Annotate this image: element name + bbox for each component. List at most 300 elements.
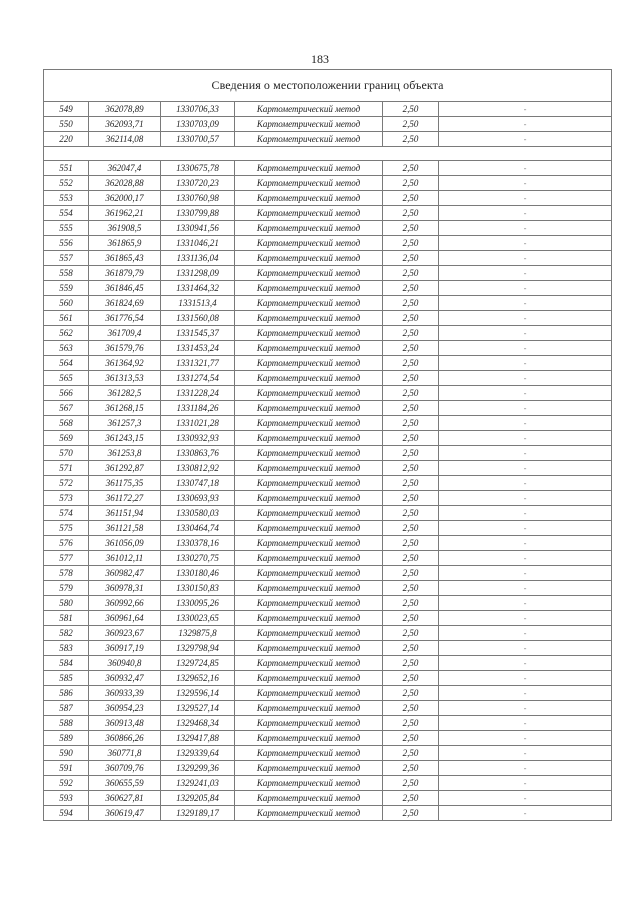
point-number: 565 — [44, 371, 89, 386]
x-coordinate: 360982,47 — [89, 566, 161, 581]
y-coordinate: 1331274,54 — [161, 371, 235, 386]
method-cell: Картометрический метод — [235, 236, 383, 251]
accuracy-cell: 2,50 — [383, 791, 439, 806]
table-row — [44, 701, 612, 716]
x-coordinate: 361151,94 — [89, 506, 161, 521]
method-cell: Картометрический метод — [235, 491, 383, 506]
method-cell: Картометрический метод — [235, 671, 383, 686]
table-row — [44, 371, 612, 386]
x-coordinate: 360978,31 — [89, 581, 161, 596]
note-cell: - — [439, 431, 612, 446]
x-coordinate: 360866,26 — [89, 731, 161, 746]
table-row — [44, 791, 612, 806]
accuracy-cell: 2,50 — [383, 251, 439, 266]
method-cell: Картометрический метод — [235, 806, 383, 821]
method-cell: Картометрический метод — [235, 132, 383, 147]
y-coordinate: 1330703,09 — [161, 117, 235, 132]
table-row — [44, 806, 612, 821]
y-coordinate: 1329417,88 — [161, 731, 235, 746]
accuracy-cell: 2,50 — [383, 117, 439, 132]
note-cell: - — [439, 221, 612, 236]
note-cell: - — [439, 506, 612, 521]
accuracy-cell: 2,50 — [383, 341, 439, 356]
y-coordinate: 1330464,74 — [161, 521, 235, 536]
note-cell: - — [439, 311, 612, 326]
method-cell: Картометрический метод — [235, 296, 383, 311]
method-cell: Картометрический метод — [235, 191, 383, 206]
accuracy-cell: 2,50 — [383, 716, 439, 731]
accuracy-cell: 2,50 — [383, 671, 439, 686]
point-number: 559 — [44, 281, 89, 296]
table-row — [44, 776, 612, 791]
method-cell: Картометрический метод — [235, 371, 383, 386]
y-coordinate: 1329468,34 — [161, 716, 235, 731]
y-coordinate: 1330270,75 — [161, 551, 235, 566]
y-coordinate: 1329189,17 — [161, 806, 235, 821]
method-cell: Картометрический метод — [235, 117, 383, 132]
accuracy-cell: 2,50 — [383, 206, 439, 221]
y-coordinate: 1330863,76 — [161, 446, 235, 461]
x-coordinate: 361172,27 — [89, 491, 161, 506]
method-cell: Картометрический метод — [235, 281, 383, 296]
accuracy-cell: 2,50 — [383, 656, 439, 671]
x-coordinate: 361313,53 — [89, 371, 161, 386]
accuracy-cell: 2,50 — [383, 686, 439, 701]
point-number: 594 — [44, 806, 89, 821]
accuracy-cell: 2,50 — [383, 611, 439, 626]
x-coordinate: 362078,89 — [89, 102, 161, 117]
y-coordinate: 1331021,28 — [161, 416, 235, 431]
x-coordinate: 360619,47 — [89, 806, 161, 821]
note-cell: - — [439, 536, 612, 551]
table-row — [44, 746, 612, 761]
point-number: 569 — [44, 431, 89, 446]
point-number: 571 — [44, 461, 89, 476]
y-coordinate: 1329798,94 — [161, 641, 235, 656]
point-number: 575 — [44, 521, 89, 536]
method-cell: Картометрический метод — [235, 221, 383, 236]
y-coordinate: 1329339,64 — [161, 746, 235, 761]
method-cell: Картометрический метод — [235, 476, 383, 491]
accuracy-cell: 2,50 — [383, 416, 439, 431]
table-row — [44, 506, 612, 521]
y-coordinate: 1330693,93 — [161, 491, 235, 506]
table-row — [44, 236, 612, 251]
point-number: 574 — [44, 506, 89, 521]
table-row — [44, 431, 612, 446]
table-body — [44, 70, 612, 821]
method-cell: Картометрический метод — [235, 701, 383, 716]
x-coordinate: 361292,87 — [89, 461, 161, 476]
accuracy-cell: 2,50 — [383, 386, 439, 401]
method-cell: Картометрический метод — [235, 596, 383, 611]
point-number: 580 — [44, 596, 89, 611]
note-cell: - — [439, 746, 612, 761]
point-number: 573 — [44, 491, 89, 506]
point-number: 570 — [44, 446, 89, 461]
x-coordinate: 360954,23 — [89, 701, 161, 716]
y-coordinate: 1331136,04 — [161, 251, 235, 266]
table-row — [44, 341, 612, 356]
x-coordinate: 361865,9 — [89, 236, 161, 251]
method-cell: Картометрический метод — [235, 731, 383, 746]
method-cell: Картометрический метод — [235, 311, 383, 326]
accuracy-cell: 2,50 — [383, 102, 439, 117]
table-row — [44, 596, 612, 611]
note-cell: - — [439, 386, 612, 401]
point-number: 581 — [44, 611, 89, 626]
y-coordinate: 1331453,24 — [161, 341, 235, 356]
x-coordinate: 361012,11 — [89, 551, 161, 566]
x-coordinate: 360992,66 — [89, 596, 161, 611]
table-row — [44, 641, 612, 656]
point-number: 566 — [44, 386, 89, 401]
method-cell: Картометрический метод — [235, 386, 383, 401]
x-coordinate: 360655,59 — [89, 776, 161, 791]
x-coordinate: 361268,15 — [89, 401, 161, 416]
table-row — [44, 176, 612, 191]
note-cell: - — [439, 416, 612, 431]
note-cell: - — [439, 102, 612, 117]
x-coordinate: 361257,3 — [89, 416, 161, 431]
y-coordinate: 1330180,46 — [161, 566, 235, 581]
note-cell: - — [439, 656, 612, 671]
boundary-coordinates-table — [43, 69, 612, 821]
accuracy-cell: 2,50 — [383, 191, 439, 206]
x-coordinate: 361243,15 — [89, 431, 161, 446]
accuracy-cell: 2,50 — [383, 476, 439, 491]
x-coordinate: 360961,64 — [89, 611, 161, 626]
note-cell: - — [439, 611, 612, 626]
note-cell: - — [439, 461, 612, 476]
table-row — [44, 536, 612, 551]
table-row — [44, 416, 612, 431]
y-coordinate: 1330675,78 — [161, 161, 235, 176]
table-row — [44, 716, 612, 731]
note-cell: - — [439, 671, 612, 686]
table-row — [44, 311, 612, 326]
table-row — [44, 102, 612, 117]
point-number: 558 — [44, 266, 89, 281]
point-number: 572 — [44, 476, 89, 491]
accuracy-cell: 2,50 — [383, 161, 439, 176]
method-cell: Картометрический метод — [235, 776, 383, 791]
note-cell: - — [439, 446, 612, 461]
table-row — [44, 386, 612, 401]
y-coordinate: 1330747,18 — [161, 476, 235, 491]
accuracy-cell: 2,50 — [383, 626, 439, 641]
method-cell: Картометрический метод — [235, 161, 383, 176]
table-row — [44, 117, 612, 132]
accuracy-cell: 2,50 — [383, 221, 439, 236]
table-row — [44, 356, 612, 371]
accuracy-cell: 2,50 — [383, 701, 439, 716]
method-cell: Картометрический метод — [235, 716, 383, 731]
x-coordinate: 360940,8 — [89, 656, 161, 671]
y-coordinate: 1330932,93 — [161, 431, 235, 446]
point-number: 551 — [44, 161, 89, 176]
table-row — [44, 581, 612, 596]
note-cell: - — [439, 686, 612, 701]
point-number: 577 — [44, 551, 89, 566]
point-number: 549 — [44, 102, 89, 117]
x-coordinate: 361879,79 — [89, 266, 161, 281]
method-cell: Картометрический метод — [235, 341, 383, 356]
x-coordinate: 361121,58 — [89, 521, 161, 536]
accuracy-cell: 2,50 — [383, 431, 439, 446]
method-cell: Картометрический метод — [235, 266, 383, 281]
method-cell: Картометрический метод — [235, 791, 383, 806]
method-cell: Картометрический метод — [235, 686, 383, 701]
x-coordinate: 360932,47 — [89, 671, 161, 686]
point-number: 563 — [44, 341, 89, 356]
x-coordinate: 361908,5 — [89, 221, 161, 236]
accuracy-cell: 2,50 — [383, 266, 439, 281]
table-row — [44, 626, 612, 641]
x-coordinate: 361175,35 — [89, 476, 161, 491]
note-cell: - — [439, 341, 612, 356]
method-cell: Картометрический метод — [235, 176, 383, 191]
accuracy-cell: 2,50 — [383, 521, 439, 536]
y-coordinate: 1331046,21 — [161, 236, 235, 251]
page-number: 183 — [311, 52, 329, 66]
point-number: 582 — [44, 626, 89, 641]
note-cell: - — [439, 641, 612, 656]
method-cell: Картометрический метод — [235, 461, 383, 476]
method-cell: Картометрический метод — [235, 761, 383, 776]
method-cell: Картометрический метод — [235, 611, 383, 626]
point-number: 576 — [44, 536, 89, 551]
x-coordinate: 362047,4 — [89, 161, 161, 176]
point-number: 587 — [44, 701, 89, 716]
y-coordinate: 1329527,14 — [161, 701, 235, 716]
table-row — [44, 566, 612, 581]
note-cell: - — [439, 117, 612, 132]
note-cell: - — [439, 761, 612, 776]
y-coordinate: 1331464,32 — [161, 281, 235, 296]
x-coordinate: 361776,54 — [89, 311, 161, 326]
point-number: 554 — [44, 206, 89, 221]
method-cell: Картометрический метод — [235, 626, 383, 641]
y-coordinate: 1329299,36 — [161, 761, 235, 776]
note-cell: - — [439, 206, 612, 221]
note-cell: - — [439, 491, 612, 506]
note-cell: - — [439, 371, 612, 386]
point-number: 555 — [44, 221, 89, 236]
x-coordinate: 360917,19 — [89, 641, 161, 656]
y-coordinate: 1329724,85 — [161, 656, 235, 671]
note-cell: - — [439, 401, 612, 416]
note-cell: - — [439, 521, 612, 536]
point-number: 584 — [44, 656, 89, 671]
note-cell: - — [439, 326, 612, 341]
table-row — [44, 296, 612, 311]
point-number: 591 — [44, 761, 89, 776]
accuracy-cell: 2,50 — [383, 281, 439, 296]
y-coordinate: 1330580,03 — [161, 506, 235, 521]
note-cell: - — [439, 191, 612, 206]
x-coordinate: 360709,76 — [89, 761, 161, 776]
point-number: 588 — [44, 716, 89, 731]
accuracy-cell: 2,50 — [383, 132, 439, 147]
note-cell: - — [439, 266, 612, 281]
note-cell: - — [439, 701, 612, 716]
note-cell: - — [439, 581, 612, 596]
point-number: 220 — [44, 132, 89, 147]
table-row — [44, 446, 612, 461]
table-row — [44, 266, 612, 281]
accuracy-cell: 2,50 — [383, 506, 439, 521]
point-number: 561 — [44, 311, 89, 326]
table-row — [44, 761, 612, 776]
spacer-cell — [44, 147, 612, 161]
y-coordinate: 1331513,4 — [161, 296, 235, 311]
method-cell: Картометрический метод — [235, 536, 383, 551]
accuracy-cell: 2,50 — [383, 596, 439, 611]
note-cell: - — [439, 476, 612, 491]
accuracy-cell: 2,50 — [383, 326, 439, 341]
method-cell: Картометрический метод — [235, 251, 383, 266]
method-cell: Картометрический метод — [235, 431, 383, 446]
accuracy-cell: 2,50 — [383, 176, 439, 191]
y-coordinate: 1330095,26 — [161, 596, 235, 611]
y-coordinate: 1330150,83 — [161, 581, 235, 596]
x-coordinate: 362000,17 — [89, 191, 161, 206]
method-cell: Картометрический метод — [235, 641, 383, 656]
accuracy-cell: 2,50 — [383, 806, 439, 821]
table-row — [44, 731, 612, 746]
method-cell: Картометрический метод — [235, 566, 383, 581]
point-number: 560 — [44, 296, 89, 311]
point-number: 589 — [44, 731, 89, 746]
y-coordinate: 1329652,16 — [161, 671, 235, 686]
point-number: 556 — [44, 236, 89, 251]
accuracy-cell: 2,50 — [383, 746, 439, 761]
accuracy-cell: 2,50 — [383, 461, 439, 476]
x-coordinate: 360627,81 — [89, 791, 161, 806]
method-cell: Картометрический метод — [235, 102, 383, 117]
accuracy-cell: 2,50 — [383, 401, 439, 416]
x-coordinate: 362093,71 — [89, 117, 161, 132]
y-coordinate: 1330700,57 — [161, 132, 235, 147]
table-row — [44, 461, 612, 476]
x-coordinate: 361253,8 — [89, 446, 161, 461]
y-coordinate: 1330720,23 — [161, 176, 235, 191]
y-coordinate: 1331321,77 — [161, 356, 235, 371]
y-coordinate: 1330023,65 — [161, 611, 235, 626]
method-cell: Картометрический метод — [235, 356, 383, 371]
accuracy-cell: 2,50 — [383, 491, 439, 506]
x-coordinate: 361282,5 — [89, 386, 161, 401]
method-cell: Картометрический метод — [235, 656, 383, 671]
table-row — [44, 251, 612, 266]
note-cell: - — [439, 356, 612, 371]
method-cell: Картометрический метод — [235, 521, 383, 536]
accuracy-cell: 2,50 — [383, 536, 439, 551]
x-coordinate: 360771,8 — [89, 746, 161, 761]
x-coordinate: 361846,45 — [89, 281, 161, 296]
x-coordinate: 362028,88 — [89, 176, 161, 191]
point-number: 562 — [44, 326, 89, 341]
note-cell: - — [439, 176, 612, 191]
x-coordinate: 360923,67 — [89, 626, 161, 641]
point-number: 585 — [44, 671, 89, 686]
accuracy-cell: 2,50 — [383, 776, 439, 791]
x-coordinate: 361824,69 — [89, 296, 161, 311]
accuracy-cell: 2,50 — [383, 296, 439, 311]
method-cell: Картометрический метод — [235, 401, 383, 416]
note-cell: - — [439, 296, 612, 311]
method-cell: Картометрический метод — [235, 746, 383, 761]
note-cell: - — [439, 281, 612, 296]
note-cell: - — [439, 596, 612, 611]
method-cell: Картометрический метод — [235, 206, 383, 221]
y-coordinate: 1330812,92 — [161, 461, 235, 476]
table-row — [44, 656, 612, 671]
y-coordinate: 1329241,03 — [161, 776, 235, 791]
accuracy-cell: 2,50 — [383, 566, 439, 581]
x-coordinate: 361709,4 — [89, 326, 161, 341]
y-coordinate: 1331545,37 — [161, 326, 235, 341]
table-row — [44, 161, 612, 176]
x-coordinate: 361364,92 — [89, 356, 161, 371]
note-cell: - — [439, 731, 612, 746]
note-cell: - — [439, 776, 612, 791]
x-coordinate: 361865,43 — [89, 251, 161, 266]
point-number: 564 — [44, 356, 89, 371]
table-row — [44, 521, 612, 536]
point-number: 590 — [44, 746, 89, 761]
y-coordinate: 1330941,56 — [161, 221, 235, 236]
point-number: 593 — [44, 791, 89, 806]
point-number: 557 — [44, 251, 89, 266]
point-number: 578 — [44, 566, 89, 581]
table-row — [44, 686, 612, 701]
caption-row — [44, 70, 612, 102]
table-row — [44, 281, 612, 296]
accuracy-cell: 2,50 — [383, 371, 439, 386]
table-row — [44, 206, 612, 221]
point-number: 592 — [44, 776, 89, 791]
table-row — [44, 551, 612, 566]
accuracy-cell: 2,50 — [383, 236, 439, 251]
method-cell: Картометрический метод — [235, 326, 383, 341]
x-coordinate: 360933,39 — [89, 686, 161, 701]
y-coordinate: 1329596,14 — [161, 686, 235, 701]
y-coordinate: 1329875,8 — [161, 626, 235, 641]
x-coordinate: 362114,08 — [89, 132, 161, 147]
y-coordinate: 1331298,09 — [161, 266, 235, 281]
point-number: 553 — [44, 191, 89, 206]
x-coordinate: 361056,09 — [89, 536, 161, 551]
y-coordinate: 1331560,08 — [161, 311, 235, 326]
table-row — [44, 221, 612, 236]
y-coordinate: 1330378,16 — [161, 536, 235, 551]
point-number: 567 — [44, 401, 89, 416]
note-cell: - — [439, 791, 612, 806]
note-cell: - — [439, 626, 612, 641]
method-cell: Картометрический метод — [235, 416, 383, 431]
accuracy-cell: 2,50 — [383, 761, 439, 776]
x-coordinate: 361579,76 — [89, 341, 161, 356]
table-row — [44, 401, 612, 416]
point-number: 586 — [44, 686, 89, 701]
y-coordinate: 1330799,88 — [161, 206, 235, 221]
note-cell: - — [439, 161, 612, 176]
note-cell: - — [439, 806, 612, 821]
method-cell: Картометрический метод — [235, 446, 383, 461]
note-cell: - — [439, 551, 612, 566]
